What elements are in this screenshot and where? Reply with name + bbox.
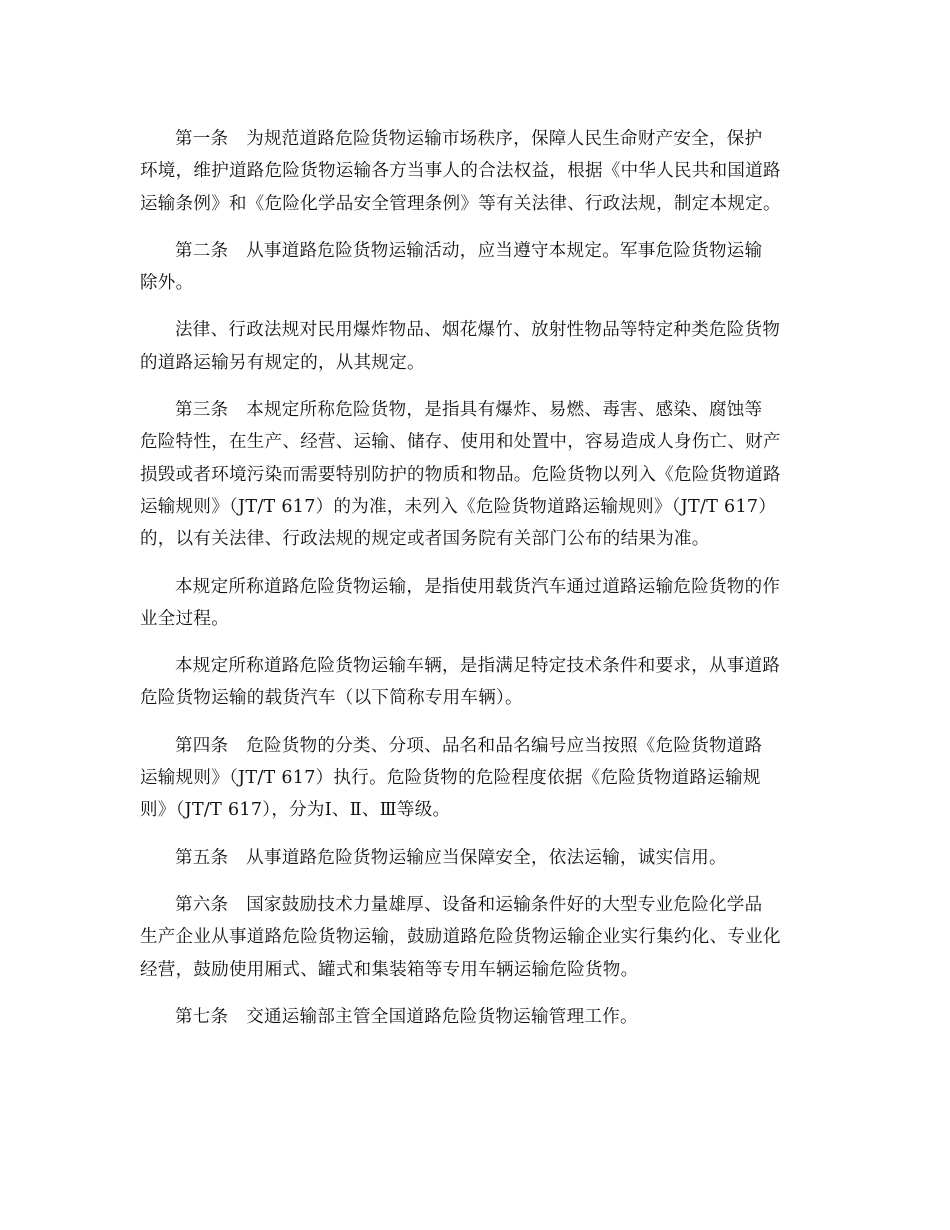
text-line: 第四条 危险货物的分类、分项、品名和品名编号应当按照《危险货物道路 <box>175 735 763 756</box>
text-line: 本规定所称道路危险货物运输，是指使用载货汽车通过道路运输危险货物的作 <box>175 576 781 597</box>
text-line: 环境，维护道路危险货物运输各方当事人的合法权益，根据《中华人民共和国道路 <box>140 161 781 182</box>
text-line: 损毁或者环境污染而需要特别防护的物质和物品。危险货物以列入《危险货物道路 <box>140 464 781 485</box>
text-line: 法律、行政法规对民用爆炸物品、烟花爆竹、放射性物品等特定种类危险货物 <box>175 320 781 341</box>
text-line: 危险特性，在生产、经营、运输、储存、使用和处置中，容易造成人身伤亡、财产 <box>140 432 781 453</box>
text-line: 运输规则》（JT/T 617）的为准，未列入《危险货物道路运输规则》（JT/T 617） <box>140 496 777 517</box>
text-line: 第二条 从事道路危险货物运输活动，应当遵守本规定。军事危险货物运输 <box>175 240 763 261</box>
paragraph-article-2-clause-2 <box>140 314 820 379</box>
text-line: 本规定所称道路危险货物运输车辆，是指满足特定技术条件和要求，从事道路 <box>175 656 781 677</box>
text-line: 第六条 国家鼓励技术力量雄厚、设备和运输条件好的大型专业危险化学品 <box>175 894 763 915</box>
text-line: 第七条 交通运输部主管全国道路危险货物运输管理工作。 <box>175 1006 638 1027</box>
text-line: 的道路运输另有规定的，从其规定。 <box>140 352 425 373</box>
text-line: 运输规则》（JT/T 617）执行。危险货物的危险程度依据《危险货物道路运输规 <box>140 768 761 789</box>
text-line: 第一条 为规范道路危险货物运输市场秩序，保障人民生命财产安全，保护 <box>175 129 763 149</box>
text-line: 危险货物运输的载货汽车（以下简称专用车辆）。 <box>140 688 523 709</box>
text-line: 第三条 本规定所称危险货物，是指具有爆炸、易燃、毒害、感染、腐蚀等 <box>175 400 763 421</box>
paragraph-article-3-clause-3 <box>140 650 820 715</box>
paragraph-article-4 <box>140 730 820 827</box>
paragraph-article-3-clause-2 <box>140 571 820 636</box>
paragraph-article-5 <box>140 842 820 874</box>
text-line: 除外。 <box>140 273 194 294</box>
document-body <box>140 123 820 1033</box>
paragraph-article-2 <box>140 235 820 300</box>
text-line: 第五条 从事道路危险货物运输应当保障安全，依法运输，诚实信用。 <box>175 847 727 868</box>
text-line: 业全过程。 <box>140 608 229 629</box>
text-line: 则》（JT/T 617），分为Ⅰ、Ⅱ、Ⅲ等级。 <box>140 800 451 821</box>
text-line: 经营，鼓励使用厢式、罐式和集装箱等专用车辆运输危险货物。 <box>140 959 639 980</box>
paragraph-article-6 <box>140 889 820 986</box>
paragraph-article-7 <box>140 1001 820 1033</box>
text-line: 运输条例》和《危险化学品安全管理条例》等有关法律、行政法规，制定本规定。 <box>140 193 781 214</box>
paragraph-article-1 <box>140 123 820 220</box>
paragraph-article-3 <box>140 394 820 555</box>
text-line: 的，以有关法律、行政法规的规定或者国务院有关部门公布的结果为准。 <box>140 529 710 550</box>
text-line: 生产企业从事道路危险货物运输，鼓励道路危险货物运输企业实行集约化、专业化 <box>140 927 781 948</box>
